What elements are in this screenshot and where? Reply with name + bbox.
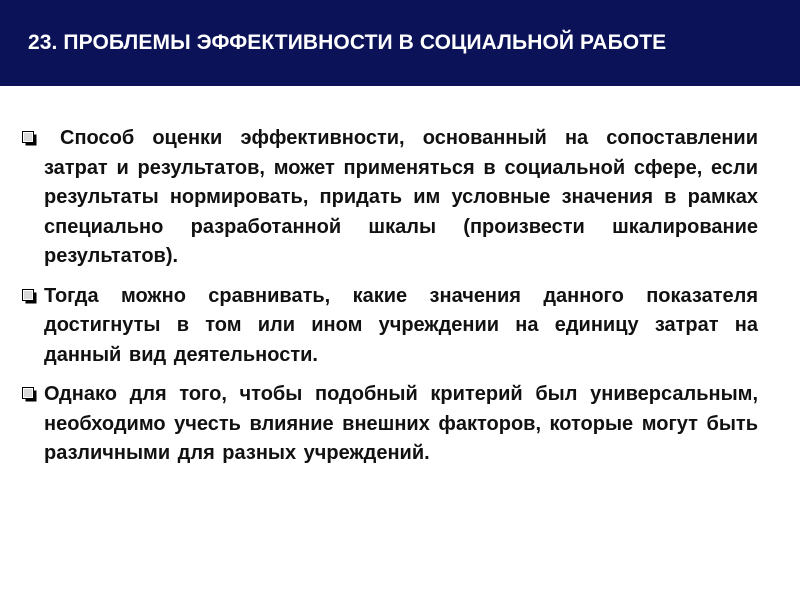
title-bar [0,0,800,86]
checkbox-bullet-icon [22,131,37,146]
bullet-item [22,124,758,272]
bullet-text: Способ оценки эффективности, основанный на сопоставлении затрат и результатов, может применяться в социальной сфере, если результаты нормировать, придать им условные значения в рамках специально разработанной шкалы (произвести шкалирование результатов). [44,127,758,267]
bullet-text: Однако для того, чтобы подобный критерий был универсальным, необходимо учесть влияние внешних факторов, которые могут быть различными для разных учреждений. [44,383,758,464]
checkbox-bullet-icon [22,289,37,304]
bullet-item [22,282,758,371]
slide-title: 23. ПРОБЛЕМЫ ЭФФЕКТИВНОСТИ В СОЦИАЛЬНОЙ РАБОТЕ [28,31,667,54]
checkbox-bullet-icon [22,387,37,402]
bullet-item [22,380,758,469]
bullet-list [22,124,758,479]
bullet-text: Тогда можно сравнивать, какие значения данного показателя достигнуты в том или ином учреждении на единицу затрат на данный вид деятельности. [44,284,758,366]
